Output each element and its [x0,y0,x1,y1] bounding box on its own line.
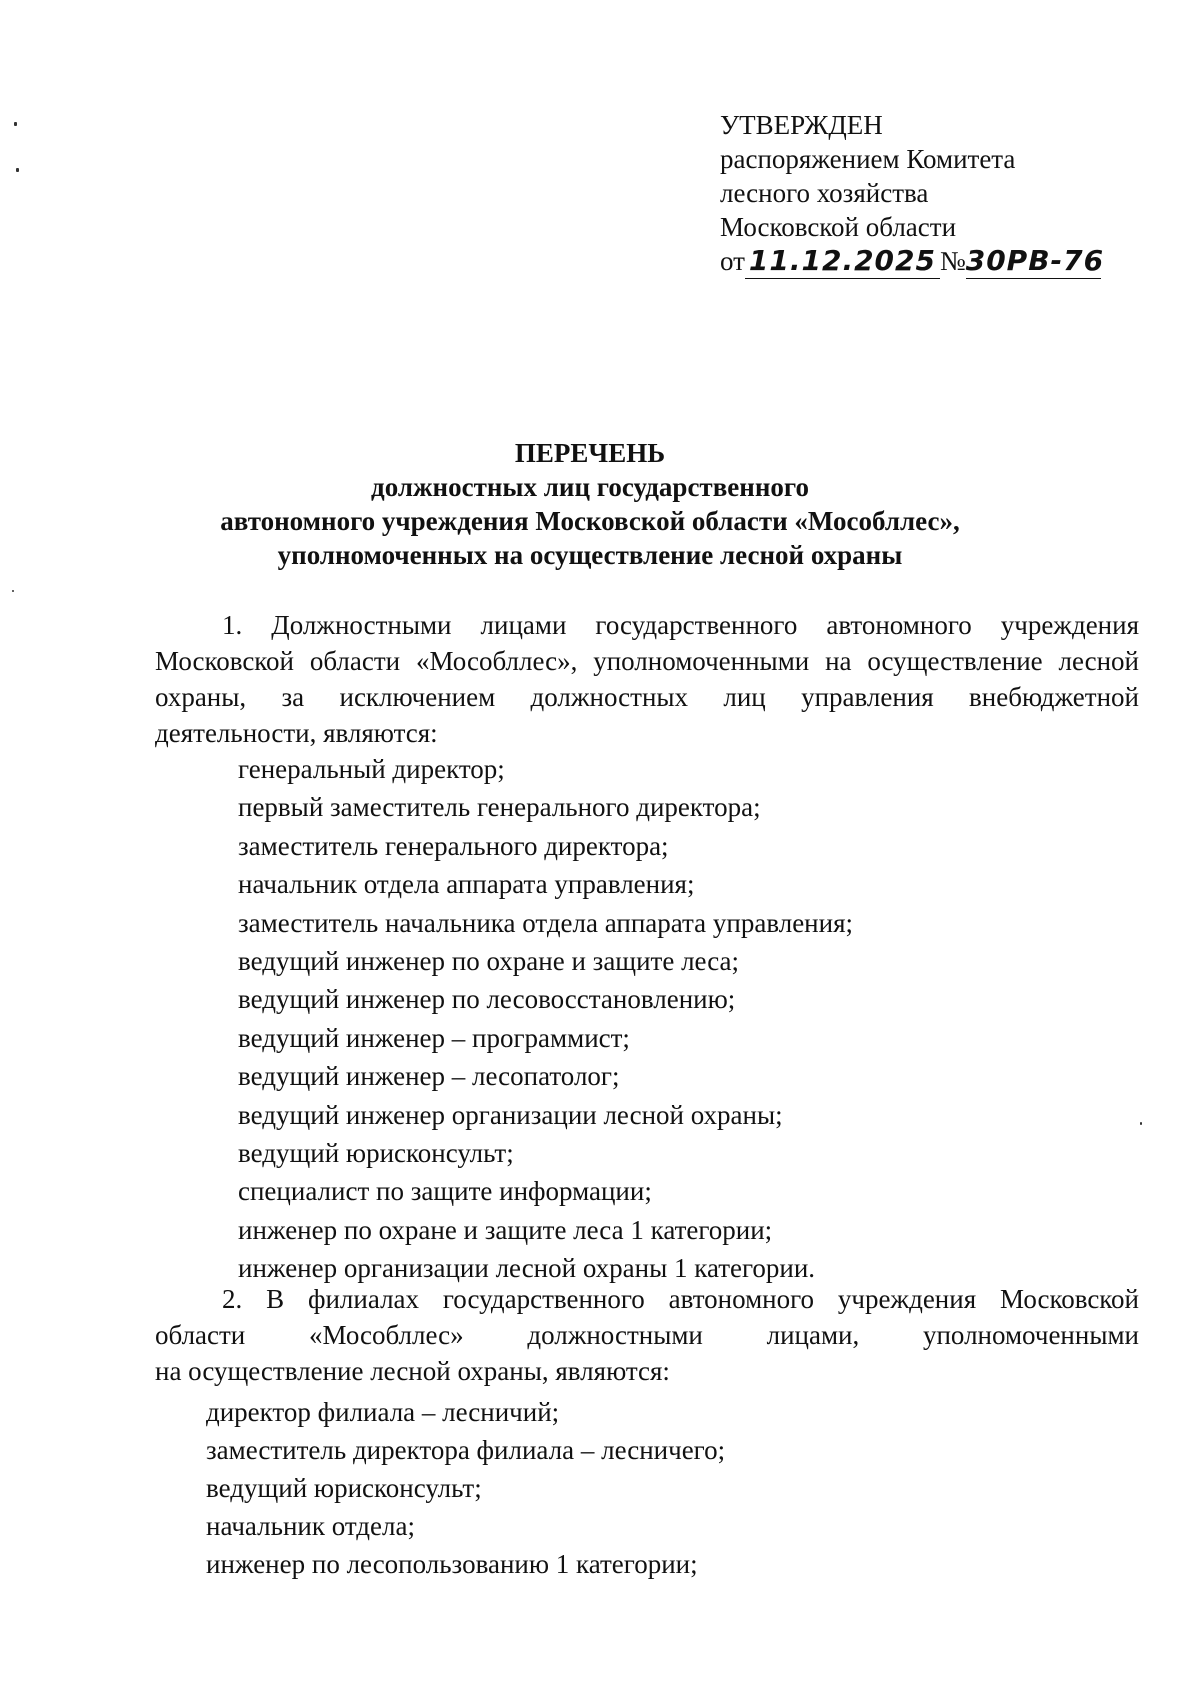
list-item: генеральный директор; [238,754,505,784]
paragraph-line: 1. Должностными лицами государственного автономного учреждения [222,610,1139,640]
paragraph-line: деятельности, являются: [155,718,438,748]
section-2-paragraph [155,1281,1139,1389]
paragraph-line: Московской области «Мособллес», уполномоченными на осуществление лесной [155,646,1139,676]
title-line: автономного учреждения Московской области «Мособллес», [220,506,960,536]
title-line: уполномоченных на осуществление лесной охраны [277,540,903,570]
title-line: должностных лиц государственного [371,472,809,502]
paragraph-line: 2. В филиалах государственного автономного учреждения Московской [222,1284,1139,1314]
number-prefix: № [939,246,966,276]
section-1-paragraph [155,607,1139,751]
title-line: ПЕРЕЧЕНЬ [514,438,666,468]
section-2-list [206,1393,725,1583]
approval-heading: УТВЕРЖДЕН [720,110,883,140]
list-item: специалист по защите информации; [238,1176,652,1207]
list-item: первый заместитель генерального директора; [238,792,761,823]
handwritten-number: 30РВ-76 [965,244,1105,277]
list-item: инженер организации лесной охраны 1 категории. [238,1253,816,1284]
scan-speck [12,590,14,592]
paragraph-line: на осуществление лесной охраны, являются: [155,1356,670,1386]
scan-speck [14,122,17,126]
list-item: ведущий инженер – программист; [238,1022,630,1053]
list-item: начальник отдела; [206,1511,415,1541]
handwritten-date: 11.12.2025 [745,244,940,279]
paragraph-line: охраны, за исключением должностных лиц управления внебюджетной [155,682,1139,712]
paragraph-line: области «Мособллес» должностными лицами, уполномоченными [155,1320,1139,1350]
approval-line: лесного хозяйства [720,178,929,208]
list-item: начальник отдела аппарата управления; [238,869,695,900]
list-item: ведущий юрисконсульт; [206,1473,482,1503]
date-prefix: от [720,246,745,276]
approval-reference [720,244,1105,279]
section-1-list [238,750,853,1288]
list-item: заместитель генерального директора; [238,830,669,861]
approval-block [720,108,1105,279]
scan-speck [1140,1122,1142,1125]
approval-line: распоряжением Комитета [720,144,1016,174]
list-item: ведущий инженер по лесовосстановлению; [238,984,736,1015]
list-item: инженер по охране и защите леса 1 категории; [238,1214,773,1245]
list-item: инженер по лесопользованию 1 категории; [206,1549,698,1579]
approval-line: Московской области [720,212,957,242]
list-item: директор филиала – лесничий; [206,1397,560,1427]
list-item: ведущий инженер организации лесной охраны; [238,1099,783,1130]
list-item: ведущий юрисконсульт; [238,1138,514,1169]
list-item: ведущий инженер – лесопатолог; [238,1061,620,1092]
scan-speck [16,168,19,172]
list-item: заместитель начальника отдела аппарата управления; [238,907,854,938]
list-item: заместитель директора филиала – лесничего; [206,1435,726,1465]
document-title [140,436,1040,572]
list-item: ведущий инженер по охране и защите леса; [238,946,740,977]
